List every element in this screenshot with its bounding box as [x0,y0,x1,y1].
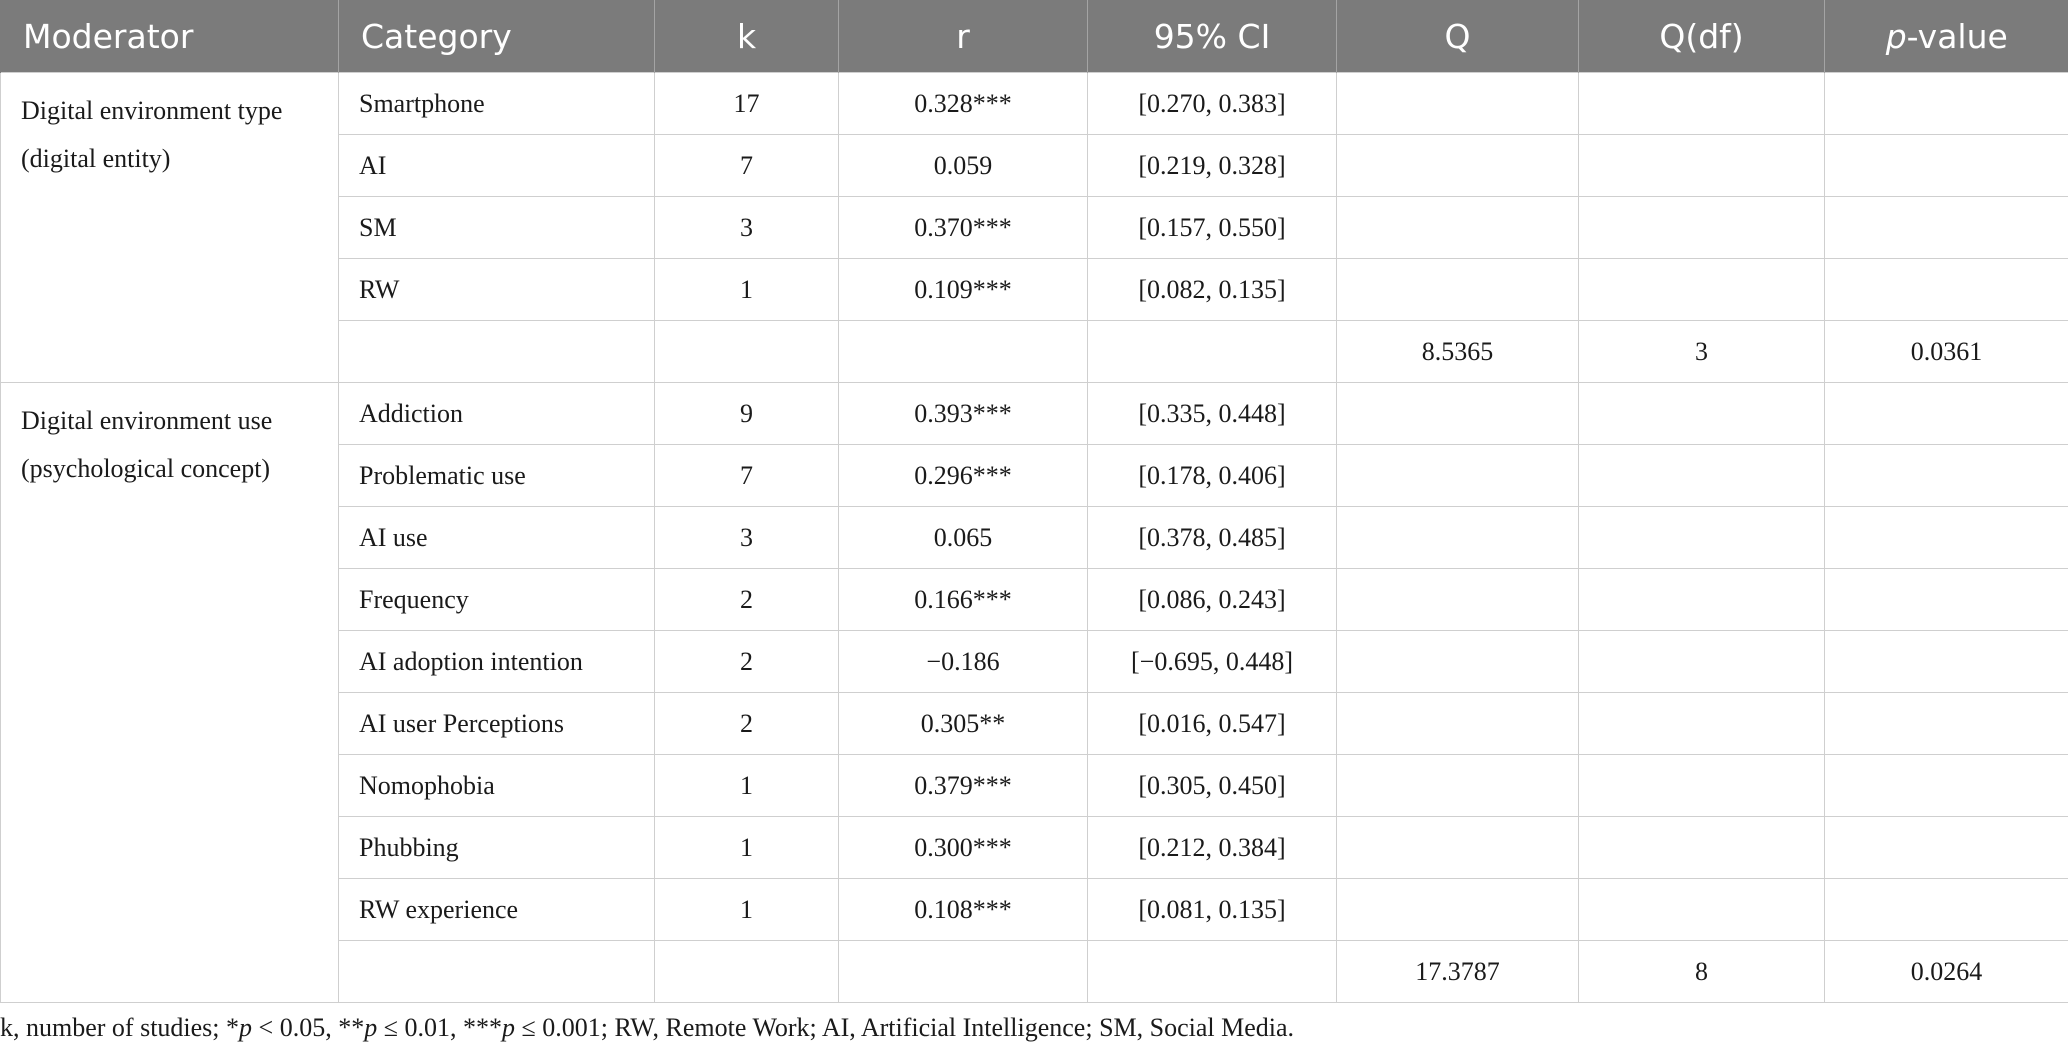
q-cell-empty [1337,879,1579,941]
p-cell-empty [1825,73,2068,135]
r-cell: 0.166*** [839,569,1088,631]
header-r: r [839,0,1088,73]
category-cell: RW [339,259,655,321]
p-cell-empty [1825,507,2068,569]
qdf-cell-empty [1579,135,1825,197]
q-cell-empty [1337,631,1579,693]
k-cell: 2 [655,693,839,755]
q-cell-empty [1337,259,1579,321]
ci-cell: [0.081, 0.135] [1088,879,1337,941]
p-cell-empty [1825,259,2068,321]
footnote-p3: p [501,1013,515,1042]
category-cell: Addiction [339,383,655,445]
category-cell: AI use [339,507,655,569]
r-cell: 0.059 [839,135,1088,197]
footnote-part1: k, number of studies; * [0,1013,240,1042]
qdf-cell-empty [1579,73,1825,135]
p-cell-empty [1825,569,2068,631]
k-cell: 2 [655,631,839,693]
table-row [1,73,2068,135]
k-cell: 7 [655,135,839,197]
category-cell: RW experience [339,879,655,941]
p-cell-empty [1825,135,2068,197]
footnote-p1: p [239,1013,253,1042]
p-cell-empty [1825,755,2068,817]
category-cell: Nomophobia [339,755,655,817]
p-cell-empty [1825,383,2068,445]
r-cell-empty [839,941,1088,1003]
r-cell: 0.065 [839,507,1088,569]
qdf-cell-empty [1579,569,1825,631]
category-cell-empty [339,941,655,1003]
r-cell: 0.379*** [839,755,1088,817]
qdf-cell-empty [1579,693,1825,755]
k-cell: 3 [655,507,839,569]
header-p-italic: p [1885,16,1907,56]
moderator-line2: (digital entity) [21,144,171,173]
r-cell: 0.328*** [839,73,1088,135]
r-cell: 0.393*** [839,383,1088,445]
moderator-cell [1,73,339,383]
qdf-cell-empty [1579,383,1825,445]
k-cell: 1 [655,755,839,817]
qdf-cell-empty [1579,755,1825,817]
header-k: k [655,0,839,73]
table-footnote [0,1013,2068,1043]
ci-cell-empty [1088,941,1337,1003]
qdf-value-cell: 3 [1579,321,1825,383]
category-cell: AI [339,135,655,197]
moderator-cell [1,383,339,1003]
category-cell: Frequency [339,569,655,631]
p-cell-empty [1825,631,2068,693]
header-p-value [1825,0,2068,73]
q-cell-empty [1337,693,1579,755]
r-cell: 0.370*** [839,197,1088,259]
q-value-cell: 17.3787 [1337,941,1579,1003]
q-cell-empty [1337,755,1579,817]
k-cell: 1 [655,879,839,941]
p-cell-empty [1825,197,2068,259]
r-cell: 0.109*** [839,259,1088,321]
qdf-cell-empty [1579,879,1825,941]
category-cell: SM [339,197,655,259]
category-cell: Problematic use [339,445,655,507]
qdf-cell-empty [1579,445,1825,507]
qdf-cell-empty [1579,197,1825,259]
q-cell-empty [1337,507,1579,569]
p-cell-empty [1825,879,2068,941]
moderator-line1: Digital environment type [21,96,283,125]
ci-cell: [0.157, 0.550] [1088,197,1337,259]
ci-cell: [0.378, 0.485] [1088,507,1337,569]
ci-cell: [0.086, 0.243] [1088,569,1337,631]
r-cell-empty [839,321,1088,383]
p-value-cell: 0.0264 [1825,941,2068,1003]
ci-cell: [0.016, 0.547] [1088,693,1337,755]
header-row [1,0,2068,73]
ci-cell-empty [1088,321,1337,383]
moderator-line2: (psychological concept) [21,454,271,483]
ci-cell: [0.219, 0.328] [1088,135,1337,197]
q-cell-empty [1337,197,1579,259]
header-moderator: Moderator [1,0,339,73]
r-cell: 0.296*** [839,445,1088,507]
q-cell-empty [1337,73,1579,135]
category-cell: AI adoption intention [339,631,655,693]
k-cell: 2 [655,569,839,631]
header-category: Category [339,0,655,73]
header-p-suffix: -value [1906,16,2008,56]
qdf-value-cell: 8 [1579,941,1825,1003]
p-value-cell: 0.0361 [1825,321,2068,383]
footnote-part4: ≤ 0.001; RW, Remote Work; AI, Artificial Intelligence; SM, Social Media. [514,1013,1295,1042]
p-cell-empty [1825,817,2068,879]
k-cell-empty [655,321,839,383]
header-q: Q [1337,0,1579,73]
r-cell: 0.300*** [839,817,1088,879]
qdf-cell-empty [1579,631,1825,693]
qdf-cell-empty [1579,259,1825,321]
qdf-cell-empty [1579,507,1825,569]
table-row [1,383,2068,445]
footnote-part3: ≤ 0.01, *** [377,1013,502,1042]
footnote-p2: p [364,1013,378,1042]
ci-cell: [0.212, 0.384] [1088,817,1337,879]
p-cell-empty [1825,445,2068,507]
p-cell-empty [1825,693,2068,755]
r-cell: 0.108*** [839,879,1088,941]
qdf-cell-empty [1579,817,1825,879]
category-cell: Phubbing [339,817,655,879]
ci-cell: [−0.695, 0.448] [1088,631,1337,693]
r-cell: −0.186 [839,631,1088,693]
k-cell: 1 [655,817,839,879]
q-cell-empty [1337,569,1579,631]
k-cell: 7 [655,445,839,507]
q-cell-empty [1337,383,1579,445]
k-cell: 17 [655,73,839,135]
category-cell-empty [339,321,655,383]
moderator-line1: Digital environment use [21,406,273,435]
ci-cell: [0.270, 0.383] [1088,73,1337,135]
k-cell-empty [655,941,839,1003]
q-cell-empty [1337,817,1579,879]
q-value-cell: 8.5365 [1337,321,1579,383]
q-cell-empty [1337,445,1579,507]
k-cell: 3 [655,197,839,259]
k-cell: 1 [655,259,839,321]
ci-cell: [0.082, 0.135] [1088,259,1337,321]
category-cell: Smartphone [339,73,655,135]
ci-cell: [0.335, 0.448] [1088,383,1337,445]
header-ci: 95% CI [1088,0,1337,73]
k-cell: 9 [655,383,839,445]
header-qdf: Q(df) [1579,0,1825,73]
ci-cell: [0.305, 0.450] [1088,755,1337,817]
r-cell: 0.305** [839,693,1088,755]
category-cell: AI user Perceptions [339,693,655,755]
footnote-part2: < 0.05, ** [252,1013,365,1042]
q-cell-empty [1337,135,1579,197]
ci-cell: [0.178, 0.406] [1088,445,1337,507]
